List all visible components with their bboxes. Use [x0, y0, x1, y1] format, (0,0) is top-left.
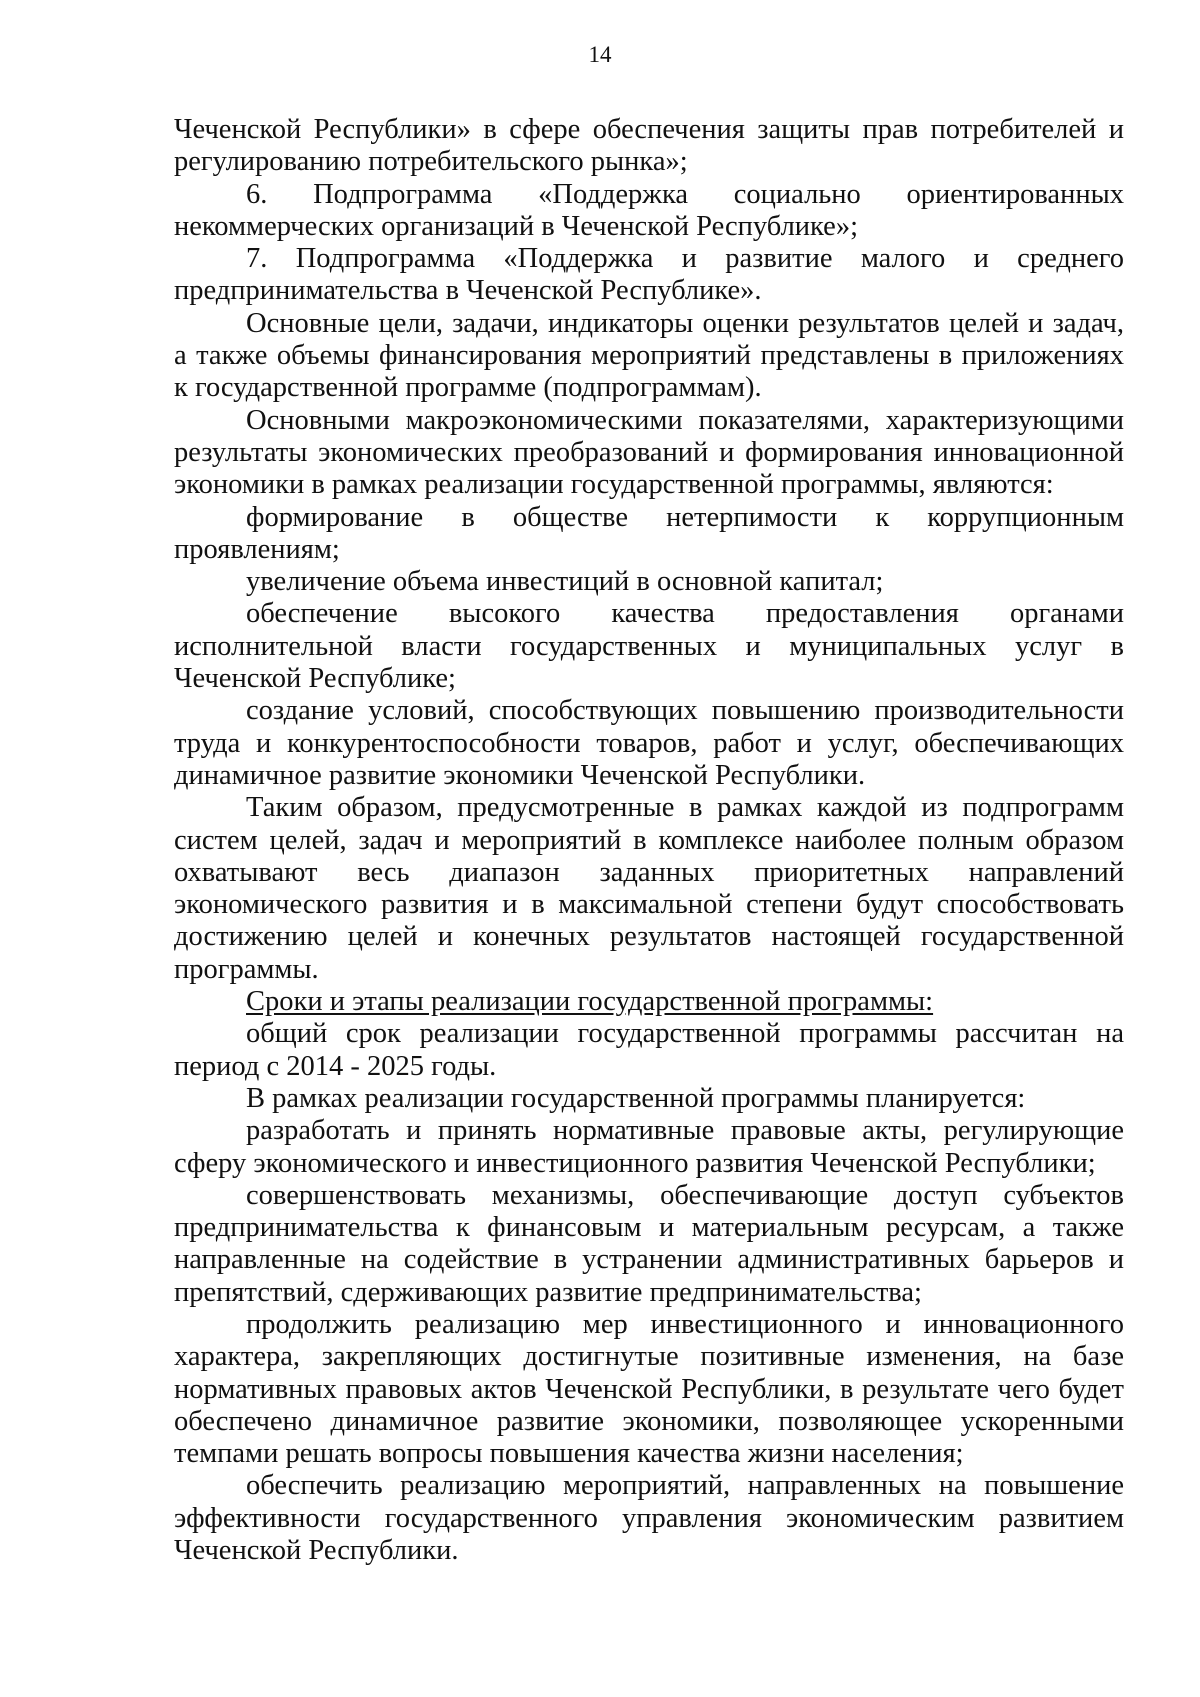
document-body: [174, 114, 1124, 1567]
list-item-mechanisms: совершенствовать механизмы, обеспечивающие доступ субъектов предпринимательства к финансовым и материальным ресурсам, а также направленные на содействие в устранении административных барьеров и препятствий, сдерживающих развитие предпринимательства;: [174, 1179, 1124, 1308]
list-item-anticorruption: формирование в обществе нетерпимости к коррупционным проявлениям;: [174, 501, 1124, 565]
list-item-productivity: создание условий, способствующих повышению производительности труда и конкурентоспособности товаров, работ и услуг, обеспечивающих динамичное развитие экономики Чеченской Республики.: [174, 695, 1124, 791]
paragraph-program-period: общий срок реализации государственной программы рассчитан на период с 2014 - 2025 годы.: [174, 1018, 1124, 1082]
paragraph-goals-objectives: Основные цели, задачи, индикаторы оценки результатов целей и задач, а также объемы финансирования мероприятий представлены в приложениях к государственной программе (подпрограммам).: [174, 307, 1124, 404]
page-number: 14: [588, 42, 612, 67]
paragraph-subprogram-6: 6. Подпрограмма «Поддержка социально ориентированных некоммерческих организаций в Чеченской Республике»;: [174, 178, 1124, 242]
paragraph-macro-indicators: Основными макроэкономическими показателями, характеризующими результаты экономических преобразований и формирования инновационной экономики в рамках реализации государственной программы, являются:: [174, 404, 1124, 501]
paragraph-subprogram-7: 7. Подпрограмма «Поддержка и развитие малого и среднего предпринимательства в Чеченской Республике».: [174, 243, 1124, 307]
list-item-regulatory-acts: разработать и принять нормативные правовые акты, регулирующие сферу экономического и инвестиционного развития Чеченской Республики;: [174, 1115, 1124, 1179]
list-item-innovation: продолжить реализацию мер инвестиционного и инновационного характера, закрепляющих достигнутые позитивные изменения, на базе нормативных правовых актов Чеченской Республики, в результате чего будет обеспечено динамичное развитие экономики, позволяющее ускоренными темпами решать вопросы повышения качества жизни населения;: [174, 1308, 1124, 1470]
paragraph-plans-intro: В рамках реализации государственной программы планируется:: [246, 1082, 1026, 1114]
list-item-public-services: обеспечение высокого качества предоставления органами исполнительной власти государственных и муниципальных услуг в Чеченской Республике;: [174, 598, 1124, 695]
list-item-governance: обеспечить реализацию мероприятий, направленных на повышение эффективности государственного управления экономическим развитием Чеченской Республики.: [174, 1470, 1124, 1567]
section-heading-text: Сроки и этапы реализации государственной программы:: [246, 986, 934, 1018]
section-heading-timeline: [174, 986, 1124, 1018]
paragraph-continuation: Чеченской Республики» в сфере обеспечения защиты прав потребителей и регулированию потребительского рынка»;: [174, 114, 1124, 178]
paragraph-summary: Таким образом, предусмотренные в рамках каждой из подпрограмм систем целей, задач и мероприятий в комплексе наиболее полным образом охватывают весь диапазон заданных приоритетных направлений экономического развития и в максимальной степени будут способствовать достижению целей и конечных результатов настоящей государственной программы.: [174, 792, 1124, 985]
list-item-investment: увеличение объема инвестиций в основной капитал;: [246, 566, 884, 598]
